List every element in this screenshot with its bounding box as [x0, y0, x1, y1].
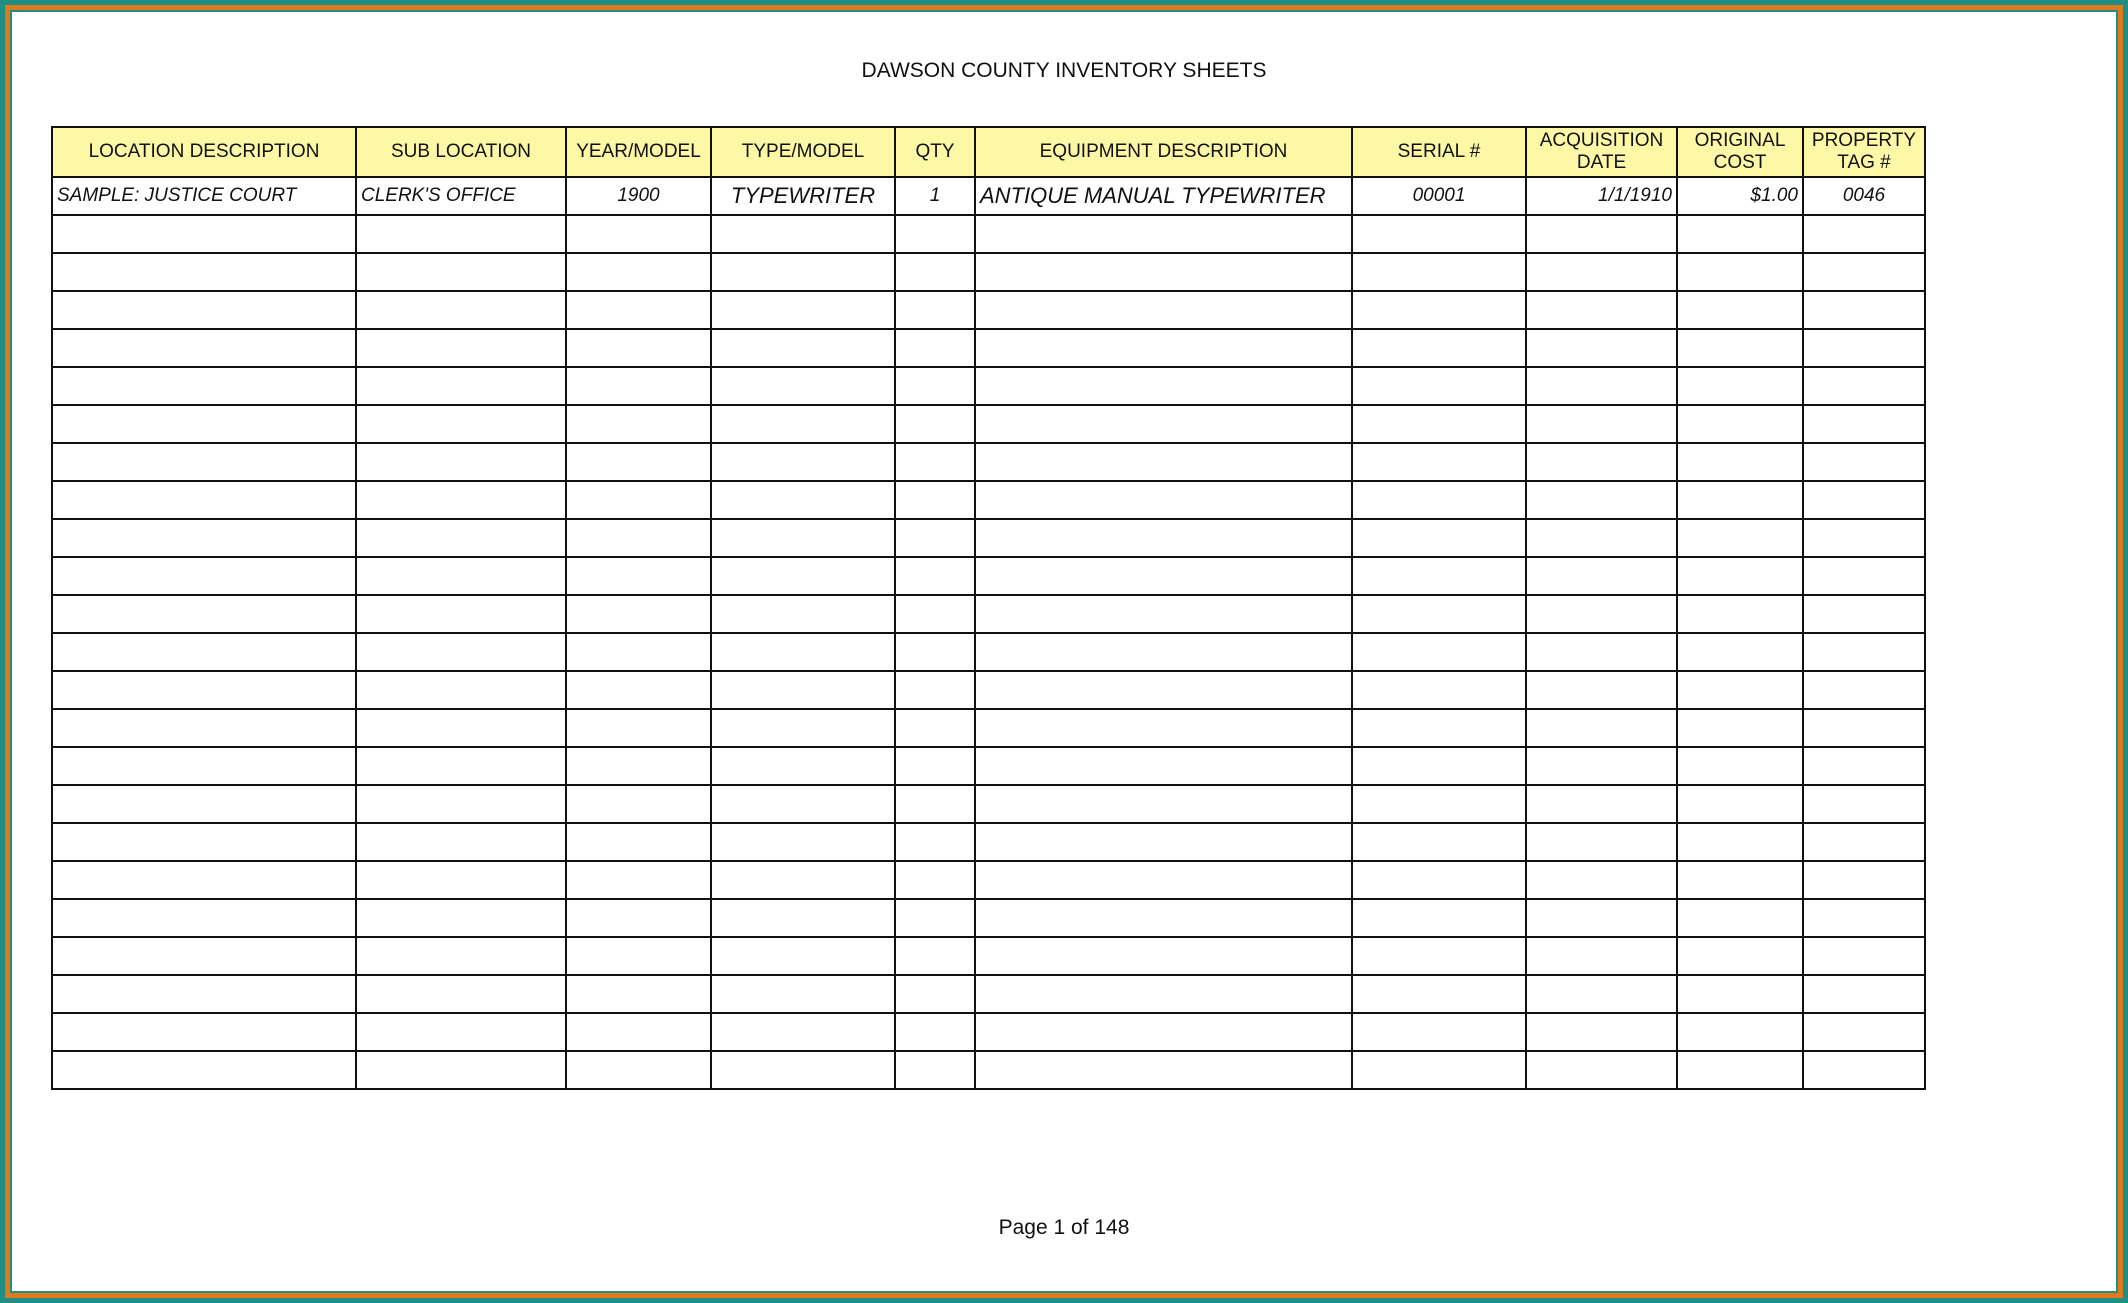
- cell-equipment-description[interactable]: [975, 405, 1352, 443]
- header-qty: QTY: [895, 127, 975, 177]
- table-row: [52, 291, 1925, 329]
- cell-equipment-description[interactable]: [975, 633, 1352, 671]
- cell-equipment-description[interactable]: [975, 709, 1352, 747]
- cell-serial[interactable]: [1352, 367, 1526, 405]
- cell-sub-location[interactable]: [356, 367, 566, 405]
- cell-qty[interactable]: [895, 443, 975, 481]
- cell-qty[interactable]: [895, 671, 975, 709]
- cell-year-model[interactable]: [566, 747, 711, 785]
- cell-serial[interactable]: [1352, 937, 1526, 975]
- cell-acquisition-date[interactable]: [1526, 975, 1677, 1013]
- cell-acquisition-date[interactable]: [1526, 1013, 1677, 1051]
- header-property-tag: PROPERTY TAG #: [1803, 127, 1925, 177]
- sample-row: [52, 177, 1925, 215]
- table-row: [52, 595, 1925, 633]
- cell-property-tag[interactable]: [1803, 975, 1925, 1013]
- cell-year-model[interactable]: [566, 861, 711, 899]
- cell-property-tag[interactable]: [1803, 595, 1925, 633]
- cell-original-cost[interactable]: [1677, 633, 1803, 671]
- cell-location-description[interactable]: [52, 1013, 356, 1051]
- cell-property-tag[interactable]: [1803, 1051, 1925, 1089]
- cell-sub-location[interactable]: [356, 519, 566, 557]
- cell-original-cost[interactable]: [1677, 1051, 1803, 1089]
- cell-qty[interactable]: [895, 709, 975, 747]
- cell-type-model[interactable]: [711, 291, 895, 329]
- table-row: [52, 215, 1925, 253]
- header-location-description: LOCATION DESCRIPTION: [52, 127, 356, 177]
- cell-type-model[interactable]: [711, 1051, 895, 1089]
- inventory-table: [51, 126, 1926, 1090]
- cell-type-model[interactable]: [711, 899, 895, 937]
- cell-type-model[interactable]: [711, 747, 895, 785]
- table-row: [52, 367, 1925, 405]
- table-row: [52, 861, 1925, 899]
- cell-property-tag[interactable]: [1803, 785, 1925, 823]
- table-row: [52, 1013, 1925, 1051]
- cell-serial[interactable]: [1352, 975, 1526, 1013]
- cell-type-model[interactable]: [711, 975, 895, 1013]
- cell-location-description[interactable]: [52, 937, 356, 975]
- cell-type-model[interactable]: [711, 861, 895, 899]
- cell-location-description[interactable]: [52, 367, 356, 405]
- cell-original-cost[interactable]: [1677, 747, 1803, 785]
- cell-serial[interactable]: [1352, 519, 1526, 557]
- cell-property-tag[interactable]: [1803, 899, 1925, 937]
- cell-year-model[interactable]: [566, 481, 711, 519]
- cell-type-model[interactable]: [711, 329, 895, 367]
- table-row: [52, 899, 1925, 937]
- cell-equipment-description[interactable]: [975, 291, 1352, 329]
- cell-equipment-description[interactable]: [975, 519, 1352, 557]
- header-year-model: YEAR/MODEL: [566, 127, 711, 177]
- cell-type-model[interactable]: [711, 823, 895, 861]
- cell-location-description[interactable]: [52, 633, 356, 671]
- cell-qty[interactable]: [895, 557, 975, 595]
- cell-qty[interactable]: [895, 1013, 975, 1051]
- table-row: [52, 709, 1925, 747]
- cell-location-description[interactable]: [52, 861, 356, 899]
- cell-location-description[interactable]: [52, 519, 356, 557]
- header-sub-location: SUB LOCATION: [356, 127, 566, 177]
- cell-location-description[interactable]: [52, 899, 356, 937]
- cell-year-model[interactable]: 1900: [566, 177, 711, 215]
- cell-original-cost[interactable]: [1677, 557, 1803, 595]
- header-original-cost: ORIGINAL COST: [1677, 127, 1803, 177]
- cell-location-description[interactable]: [52, 557, 356, 595]
- cell-location-description[interactable]: [52, 291, 356, 329]
- cell-original-cost[interactable]: [1677, 785, 1803, 823]
- cell-serial[interactable]: [1352, 215, 1526, 253]
- cell-type-model[interactable]: [711, 253, 895, 291]
- cell-serial[interactable]: [1352, 1051, 1526, 1089]
- cell-qty[interactable]: [895, 899, 975, 937]
- cell-type-model[interactable]: [711, 443, 895, 481]
- header-row: [52, 127, 1925, 177]
- table-row: [52, 443, 1925, 481]
- cell-acquisition-date[interactable]: [1526, 861, 1677, 899]
- cell-acquisition-date[interactable]: [1526, 329, 1677, 367]
- cell-location-description[interactable]: [52, 823, 356, 861]
- cell-year-model[interactable]: [566, 823, 711, 861]
- cell-property-tag[interactable]: [1803, 671, 1925, 709]
- cell-year-model[interactable]: [566, 367, 711, 405]
- cell-location-description[interactable]: [52, 215, 356, 253]
- cell-original-cost[interactable]: [1677, 443, 1803, 481]
- table-row: [52, 937, 1925, 975]
- cell-original-cost[interactable]: [1677, 899, 1803, 937]
- cell-original-cost[interactable]: [1677, 519, 1803, 557]
- cell-original-cost[interactable]: [1677, 937, 1803, 975]
- cell-property-tag[interactable]: [1803, 253, 1925, 291]
- cell-original-cost[interactable]: [1677, 709, 1803, 747]
- table-row: [52, 747, 1925, 785]
- cell-acquisition-date[interactable]: [1526, 253, 1677, 291]
- cell-acquisition-date[interactable]: [1526, 367, 1677, 405]
- cell-sub-location[interactable]: [356, 899, 566, 937]
- cell-sub-location[interactable]: [356, 329, 566, 367]
- cell-acquisition-date[interactable]: [1526, 937, 1677, 975]
- cell-year-model[interactable]: [566, 975, 711, 1013]
- cell-equipment-description[interactable]: [975, 861, 1352, 899]
- cell-year-model[interactable]: [566, 899, 711, 937]
- cell-location-description[interactable]: [52, 975, 356, 1013]
- cell-acquisition-date[interactable]: 1/1/1910: [1526, 177, 1677, 215]
- cell-location-description[interactable]: [52, 405, 356, 443]
- cell-acquisition-date[interactable]: [1526, 557, 1677, 595]
- cell-property-tag[interactable]: [1803, 481, 1925, 519]
- cell-serial[interactable]: [1352, 481, 1526, 519]
- cell-sub-location[interactable]: [356, 785, 566, 823]
- cell-original-cost[interactable]: [1677, 291, 1803, 329]
- cell-sub-location[interactable]: CLERK'S OFFICE: [356, 177, 566, 215]
- cell-location-description[interactable]: [52, 671, 356, 709]
- cell-sub-location[interactable]: [356, 633, 566, 671]
- cell-acquisition-date[interactable]: [1526, 785, 1677, 823]
- cell-sub-location[interactable]: [356, 709, 566, 747]
- cell-type-model[interactable]: [711, 633, 895, 671]
- cell-qty[interactable]: [895, 367, 975, 405]
- cell-year-model[interactable]: [566, 329, 711, 367]
- cell-acquisition-date[interactable]: [1526, 443, 1677, 481]
- cell-qty[interactable]: [895, 1051, 975, 1089]
- table-row: [52, 481, 1925, 519]
- header-serial: SERIAL #: [1352, 127, 1526, 177]
- cell-location-description[interactable]: [52, 329, 356, 367]
- cell-acquisition-date[interactable]: [1526, 215, 1677, 253]
- cell-qty[interactable]: [895, 481, 975, 519]
- cell-qty[interactable]: [895, 405, 975, 443]
- cell-serial[interactable]: [1352, 671, 1526, 709]
- cell-property-tag[interactable]: [1803, 1013, 1925, 1051]
- cell-equipment-description[interactable]: [975, 899, 1352, 937]
- cell-equipment-description[interactable]: [975, 481, 1352, 519]
- cell-sub-location[interactable]: [356, 937, 566, 975]
- cell-equipment-description[interactable]: [975, 747, 1352, 785]
- cell-equipment-description[interactable]: [975, 785, 1352, 823]
- cell-property-tag[interactable]: [1803, 291, 1925, 329]
- cell-qty[interactable]: [895, 861, 975, 899]
- cell-original-cost[interactable]: $1.00: [1677, 177, 1803, 215]
- header-equipment-description: EQUIPMENT DESCRIPTION: [975, 127, 1352, 177]
- cell-property-tag[interactable]: [1803, 861, 1925, 899]
- cell-qty[interactable]: [895, 595, 975, 633]
- table-row: [52, 253, 1925, 291]
- cell-original-cost[interactable]: [1677, 481, 1803, 519]
- cell-original-cost[interactable]: [1677, 253, 1803, 291]
- cell-equipment-description[interactable]: [975, 1051, 1352, 1089]
- cell-property-tag[interactable]: [1803, 519, 1925, 557]
- cell-equipment-description[interactable]: [975, 443, 1352, 481]
- cell-serial[interactable]: [1352, 253, 1526, 291]
- cell-qty[interactable]: [895, 975, 975, 1013]
- table-row: [52, 785, 1925, 823]
- cell-equipment-description[interactable]: ANTIQUE MANUAL TYPEWRITER: [975, 177, 1352, 215]
- cell-year-model[interactable]: [566, 1051, 711, 1089]
- cell-type-model[interactable]: [711, 785, 895, 823]
- cell-serial[interactable]: [1352, 595, 1526, 633]
- cell-serial[interactable]: [1352, 709, 1526, 747]
- cell-serial[interactable]: [1352, 1013, 1526, 1051]
- cell-sub-location[interactable]: [356, 975, 566, 1013]
- cell-original-cost[interactable]: [1677, 861, 1803, 899]
- cell-year-model[interactable]: [566, 519, 711, 557]
- cell-year-model[interactable]: [566, 633, 711, 671]
- cell-location-description[interactable]: [52, 747, 356, 785]
- cell-sub-location[interactable]: [356, 481, 566, 519]
- cell-serial[interactable]: [1352, 291, 1526, 329]
- cell-serial[interactable]: [1352, 405, 1526, 443]
- cell-original-cost[interactable]: [1677, 595, 1803, 633]
- cell-location-description[interactable]: [52, 443, 356, 481]
- cell-qty[interactable]: [895, 519, 975, 557]
- cell-year-model[interactable]: [566, 785, 711, 823]
- cell-year-model[interactable]: [566, 1013, 711, 1051]
- cell-property-tag[interactable]: [1803, 215, 1925, 253]
- cell-acquisition-date[interactable]: [1526, 481, 1677, 519]
- cell-property-tag[interactable]: [1803, 329, 1925, 367]
- cell-location-description[interactable]: [52, 253, 356, 291]
- cell-property-tag[interactable]: [1803, 747, 1925, 785]
- cell-original-cost[interactable]: [1677, 405, 1803, 443]
- cell-property-tag[interactable]: [1803, 709, 1925, 747]
- cell-sub-location[interactable]: [356, 1051, 566, 1089]
- cell-qty[interactable]: [895, 633, 975, 671]
- cell-property-tag[interactable]: [1803, 633, 1925, 671]
- table-row: [52, 633, 1925, 671]
- cell-sub-location[interactable]: [356, 557, 566, 595]
- cell-equipment-description[interactable]: [975, 329, 1352, 367]
- cell-acquisition-date[interactable]: [1526, 291, 1677, 329]
- cell-type-model[interactable]: TYPEWRITER: [711, 177, 895, 215]
- cell-acquisition-date[interactable]: [1526, 519, 1677, 557]
- cell-acquisition-date[interactable]: [1526, 405, 1677, 443]
- header-acquisition-date: ACQUISITION DATE: [1526, 127, 1677, 177]
- cell-serial[interactable]: [1352, 899, 1526, 937]
- cell-qty[interactable]: [895, 823, 975, 861]
- cell-sub-location[interactable]: [356, 1013, 566, 1051]
- cell-acquisition-date[interactable]: [1526, 1051, 1677, 1089]
- cell-year-model[interactable]: [566, 443, 711, 481]
- cell-acquisition-date[interactable]: [1526, 899, 1677, 937]
- cell-original-cost[interactable]: [1677, 823, 1803, 861]
- cell-equipment-description[interactable]: [975, 937, 1352, 975]
- cell-acquisition-date[interactable]: [1526, 595, 1677, 633]
- table-row: [52, 823, 1925, 861]
- cell-acquisition-date[interactable]: [1526, 709, 1677, 747]
- cell-property-tag[interactable]: [1803, 557, 1925, 595]
- cell-acquisition-date[interactable]: [1526, 633, 1677, 671]
- cell-equipment-description[interactable]: [975, 595, 1352, 633]
- cell-serial[interactable]: [1352, 633, 1526, 671]
- cell-year-model[interactable]: [566, 595, 711, 633]
- cell-acquisition-date[interactable]: [1526, 671, 1677, 709]
- table-row: [52, 557, 1925, 595]
- cell-original-cost[interactable]: [1677, 329, 1803, 367]
- table-row: [52, 519, 1925, 557]
- cell-serial[interactable]: [1352, 329, 1526, 367]
- cell-equipment-description[interactable]: [975, 823, 1352, 861]
- cell-original-cost[interactable]: [1677, 367, 1803, 405]
- cell-sub-location[interactable]: [356, 443, 566, 481]
- cell-type-model[interactable]: [711, 481, 895, 519]
- cell-year-model[interactable]: [566, 709, 711, 747]
- cell-location-description[interactable]: [52, 785, 356, 823]
- cell-serial[interactable]: [1352, 557, 1526, 595]
- cell-year-model[interactable]: [566, 253, 711, 291]
- cell-original-cost[interactable]: [1677, 975, 1803, 1013]
- cell-equipment-description[interactable]: [975, 367, 1352, 405]
- cell-serial[interactable]: 00001: [1352, 177, 1526, 215]
- cell-property-tag[interactable]: [1803, 937, 1925, 975]
- cell-property-tag[interactable]: [1803, 443, 1925, 481]
- cell-qty[interactable]: [895, 937, 975, 975]
- header-type-model: TYPE/MODEL: [711, 127, 895, 177]
- cell-serial[interactable]: [1352, 443, 1526, 481]
- cell-year-model[interactable]: [566, 937, 711, 975]
- cell-sub-location[interactable]: [356, 671, 566, 709]
- cell-serial[interactable]: [1352, 823, 1526, 861]
- cell-type-model[interactable]: [711, 937, 895, 975]
- cell-serial[interactable]: [1352, 861, 1526, 899]
- cell-property-tag[interactable]: [1803, 405, 1925, 443]
- cell-sub-location[interactable]: [356, 747, 566, 785]
- cell-sub-location[interactable]: [356, 595, 566, 633]
- cell-location-description[interactable]: [52, 709, 356, 747]
- cell-property-tag[interactable]: [1803, 367, 1925, 405]
- cell-location-description[interactable]: [52, 1051, 356, 1089]
- cell-year-model[interactable]: [566, 405, 711, 443]
- cell-type-model[interactable]: [711, 519, 895, 557]
- page-footer: Page 1 of 148: [998, 1216, 1130, 1239]
- cell-qty[interactable]: [895, 215, 975, 253]
- cell-property-tag[interactable]: 0046: [1803, 177, 1925, 215]
- cell-qty[interactable]: [895, 785, 975, 823]
- cell-location-description[interactable]: [52, 595, 356, 633]
- cell-type-model[interactable]: [711, 367, 895, 405]
- cell-qty[interactable]: [895, 253, 975, 291]
- table-row: [52, 329, 1925, 367]
- table-row: [52, 405, 1925, 443]
- cell-qty[interactable]: [895, 747, 975, 785]
- cell-year-model[interactable]: [566, 557, 711, 595]
- cell-equipment-description[interactable]: [975, 253, 1352, 291]
- cell-sub-location[interactable]: [356, 215, 566, 253]
- cell-sub-location[interactable]: [356, 405, 566, 443]
- cell-qty[interactable]: [895, 291, 975, 329]
- cell-equipment-description[interactable]: [975, 557, 1352, 595]
- cell-original-cost[interactable]: [1677, 1013, 1803, 1051]
- cell-qty[interactable]: [895, 329, 975, 367]
- cell-equipment-description[interactable]: [975, 671, 1352, 709]
- page-title: DAWSON COUNTY INVENTORY SHEETS: [861, 59, 1267, 82]
- cell-type-model[interactable]: [711, 215, 895, 253]
- cell-type-model[interactable]: [711, 557, 895, 595]
- cell-sub-location[interactable]: [356, 823, 566, 861]
- cell-type-model[interactable]: [711, 1013, 895, 1051]
- cell-acquisition-date[interactable]: [1526, 823, 1677, 861]
- cell-equipment-description[interactable]: [975, 975, 1352, 1013]
- cell-qty[interactable]: 1: [895, 177, 975, 215]
- cell-sub-location[interactable]: [356, 861, 566, 899]
- cell-acquisition-date[interactable]: [1526, 747, 1677, 785]
- cell-year-model[interactable]: [566, 291, 711, 329]
- cell-equipment-description[interactable]: [975, 1013, 1352, 1051]
- table-row: [52, 1051, 1925, 1089]
- table-row: [52, 671, 1925, 709]
- cell-original-cost[interactable]: [1677, 215, 1803, 253]
- cell-year-model[interactable]: [566, 671, 711, 709]
- cell-type-model[interactable]: [711, 405, 895, 443]
- cell-location-description[interactable]: [52, 481, 356, 519]
- cell-original-cost[interactable]: [1677, 671, 1803, 709]
- cell-type-model[interactable]: [711, 709, 895, 747]
- table-row: [52, 975, 1925, 1013]
- cell-year-model[interactable]: [566, 215, 711, 253]
- cell-type-model[interactable]: [711, 595, 895, 633]
- cell-type-model[interactable]: [711, 671, 895, 709]
- cell-serial[interactable]: [1352, 785, 1526, 823]
- cell-sub-location[interactable]: [356, 291, 566, 329]
- cell-serial[interactable]: [1352, 747, 1526, 785]
- cell-location-description[interactable]: SAMPLE: JUSTICE COURT: [52, 177, 356, 215]
- cell-sub-location[interactable]: [356, 253, 566, 291]
- cell-equipment-description[interactable]: [975, 215, 1352, 253]
- cell-property-tag[interactable]: [1803, 823, 1925, 861]
